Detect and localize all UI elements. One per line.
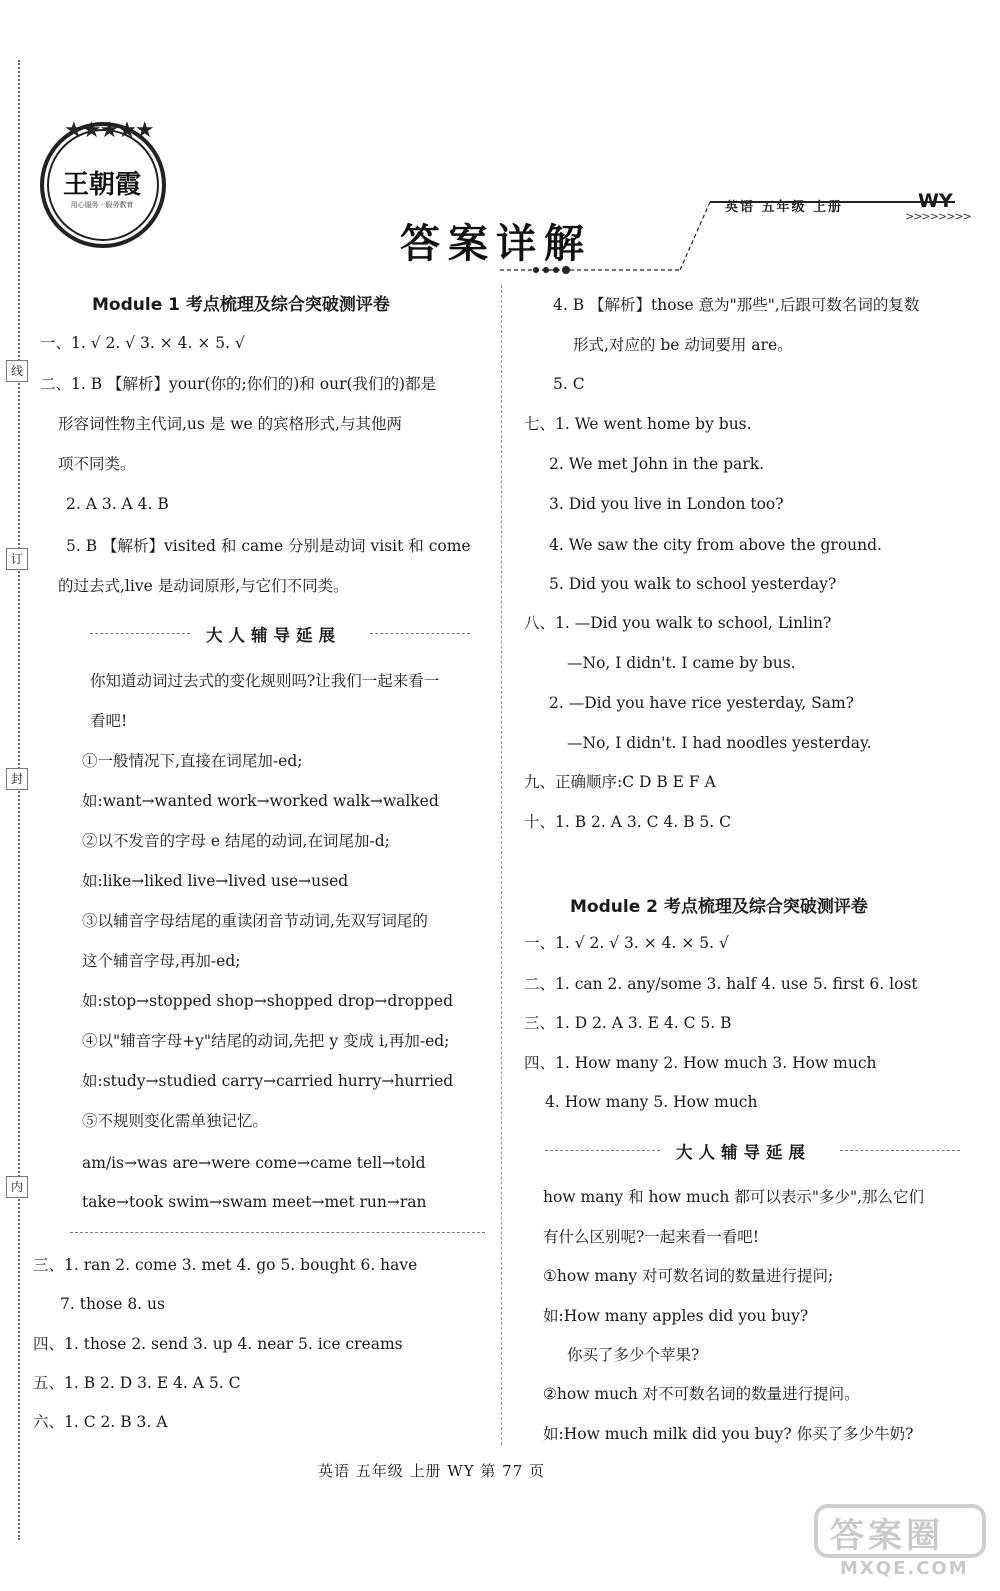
extension-line: ②how much 对不可数名词的数量进行提问。 xyxy=(543,1385,860,1403)
answer-line: 二、1. can 2. any/some 3. half 4. use 5. first 6. lost xyxy=(524,975,918,993)
answer-line: —No, I didn't. I came by bus. xyxy=(567,654,796,672)
answer-line: 5. Did you walk to school yesterday? xyxy=(549,575,837,593)
watermark xyxy=(810,1500,990,1580)
answer-line: 三、1. D 2. A 3. E 4. C 5. B xyxy=(524,1014,732,1032)
answer-line: 一、1. √ 2. √ 3. × 4. × 5. √ xyxy=(524,934,729,952)
answer-line: 九、正确顺序:C D B E F A xyxy=(524,773,716,791)
extension-line: 有什么区别呢?一起来看一看吧! xyxy=(543,1228,760,1246)
binding-label: 订 xyxy=(6,548,28,570)
extension-line: ①how many 对可数名词的数量进行提问; xyxy=(543,1267,834,1285)
answer-line: 的过去式,live 是动词原形,与它们不同类。 xyxy=(58,577,349,595)
answer-line: 八、1. —Did you walk to school, Linlin? xyxy=(524,614,832,632)
answer-line: 2. —Did you have rice yesterday, Sam? xyxy=(549,694,854,712)
subject-info: 英语 五年级 上册 xyxy=(725,200,844,215)
watermark-title: 答案圈 xyxy=(830,1516,944,1556)
answer-line: 5. C xyxy=(553,375,585,393)
extension-line: 如:stop→stopped shop→shopped drop→dropped xyxy=(82,992,454,1010)
chevron-decoration-icon: >>>>>>>> xyxy=(905,210,971,223)
answer-line: 形容词性物主代词,us 是 we 的宾格形式,与其他两 xyxy=(58,415,403,433)
answer-line: 四、1. How many 2. How much 3. How much xyxy=(524,1054,877,1072)
answer-line: —No, I didn't. I had noodles yesterday. xyxy=(567,734,872,752)
extension-line: 你买了多少个苹果? xyxy=(567,1346,700,1364)
answer-line: 2. We met John in the park. xyxy=(549,455,765,473)
answer-line: 六、1. C 2. B 3. A xyxy=(33,1413,168,1431)
extension-line: how many 和 how much 都可以表示"多少",那么它们 xyxy=(543,1188,925,1206)
page-footer: 英语 五年级 上册 WY 第 77 页 xyxy=(318,1462,546,1480)
answer-line: 形式,对应的 be 动词要用 are。 xyxy=(573,336,793,354)
extension-title: 大人辅导延展 xyxy=(676,1143,811,1162)
divider-line xyxy=(90,633,190,634)
page-title: 答案详解 xyxy=(400,221,592,267)
extension-title: 大人辅导延展 xyxy=(206,626,341,645)
extension-line: 如:like→liked live→lived use→used xyxy=(82,872,349,890)
binding-line xyxy=(18,60,20,1540)
extension-line: ③以辅音字母结尾的重读闭音节动词,先双写词尾的 xyxy=(82,912,428,930)
extension-line: 如:want→wanted work→worked walk→walked xyxy=(82,792,439,810)
crown-icon: ★★★★★ xyxy=(64,118,153,143)
module2-title: Module 2 考点梳理及综合突破测评卷 xyxy=(570,897,868,917)
answer-line: 五、1. B 2. D 3. E 4. A 5. C xyxy=(33,1374,241,1392)
extension-line: ②以不发音的字母 e 结尾的动词,在词尾加-d; xyxy=(82,832,390,850)
answer-line: 四、1. those 2. send 3. up 4. near 5. ice creams xyxy=(33,1335,403,1353)
divider-line xyxy=(840,1150,960,1151)
answer-line: 十、1. B 2. A 3. C 4. B 5. C xyxy=(524,813,731,831)
answer-line: 2. A 3. A 4. B xyxy=(66,495,169,513)
extension-line: 如:How many apples did you buy? xyxy=(543,1307,809,1325)
answer-line: 3. Did you live in London too? xyxy=(549,495,784,513)
extension-line: 你知道动词过去式的变化规则吗?让我们一起来看一 xyxy=(90,672,440,690)
extension-line: 这个辅音字母,再加-ed; xyxy=(82,952,241,970)
extension-line: 如:How much milk did you buy? 你买了多少牛奶? xyxy=(543,1425,914,1443)
column-divider xyxy=(501,285,502,1445)
extension-line: ①一般情况下,直接在词尾加-ed; xyxy=(82,752,303,770)
binding-label: 线 xyxy=(6,360,28,382)
answer-line: 三、1. ran 2. come 3. met 4. go 5. bought 6. have xyxy=(33,1256,418,1274)
watermark-url: MXQE.COM xyxy=(840,1558,969,1579)
logo-text: 王朝霞 xyxy=(62,170,141,200)
extension-line: ④以"辅音字母+y"结尾的动词,先把 y 变成 i,再加-ed; xyxy=(82,1032,450,1050)
binding-label: 内 xyxy=(6,1176,28,1198)
answer-line: 7. those 8. us xyxy=(60,1295,165,1313)
answer-line: 一、1. √ 2. √ 3. × 4. × 5. √ xyxy=(40,334,245,352)
answer-line: 项不同类。 xyxy=(58,455,136,473)
logo-subtext: 用心服务 · 服务教育 xyxy=(70,201,134,209)
answer-line: 七、1. We went home by bus. xyxy=(524,415,752,433)
module1-title: Module 1 考点梳理及综合突破测评卷 xyxy=(92,295,390,315)
answer-line: 5. B 【解析】visited 和 came 分别是动词 visit 和 come xyxy=(66,537,471,555)
edition-code: WY xyxy=(918,190,953,212)
answer-line: 4. B 【解析】those 意为"那些",后跟可数名词的复数 xyxy=(553,296,920,314)
extension-line: take→took swim→swam meet→met run→ran xyxy=(82,1193,427,1211)
extension-line: 如:study→studied carry→carried hurry→hurried xyxy=(82,1072,454,1090)
extension-line: am/is→was are→were come→came tell→told xyxy=(82,1154,426,1172)
answer-line: 二、1. B 【解析】your(你的;你们的)和 our(我们的)都是 xyxy=(40,375,437,393)
extension-line: 看吧! xyxy=(90,712,128,730)
divider-line xyxy=(70,1232,485,1233)
answer-line: 4. How many 5. How much xyxy=(545,1093,758,1111)
answer-line: 4. We saw the city from above the ground. xyxy=(549,536,882,554)
extension-line: ⑤不规则变化需单独记忆。 xyxy=(82,1112,269,1130)
divider-line xyxy=(545,1150,660,1151)
binding-label: 封 xyxy=(6,768,28,790)
divider-line xyxy=(370,633,470,634)
